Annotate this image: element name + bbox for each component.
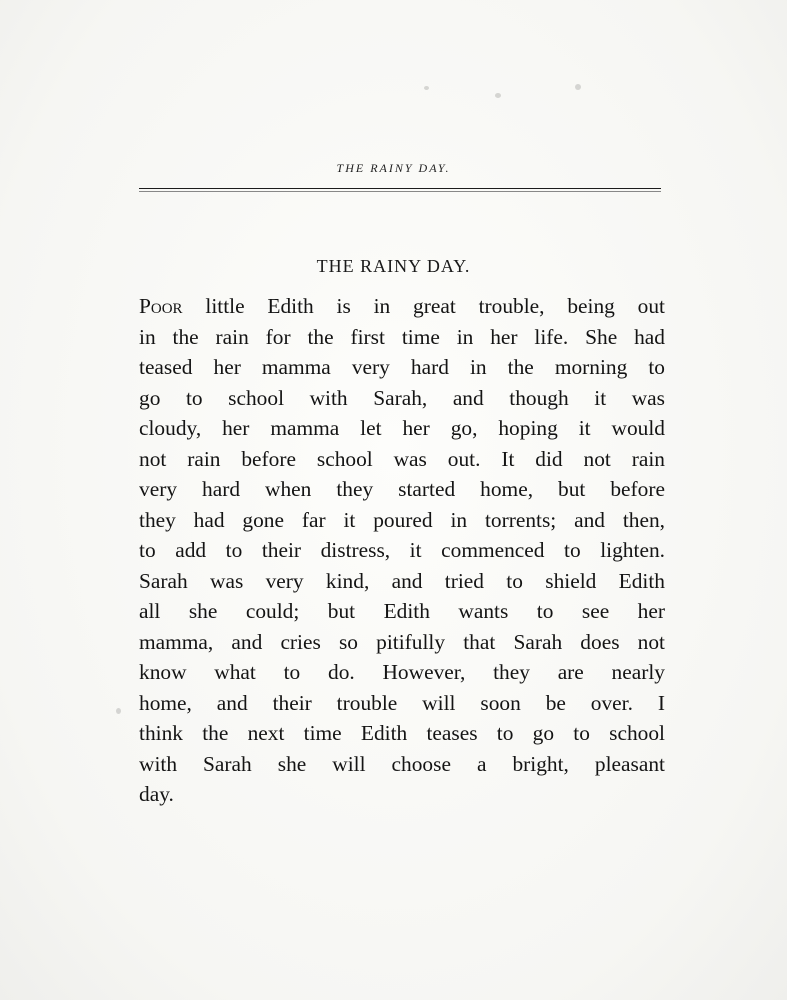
- body-line: to add to their distress, it commenced to lighten.: [139, 538, 665, 562]
- body-line: all she could; but Edith wants to see her: [139, 599, 665, 623]
- paper-speck: [424, 86, 429, 90]
- body-line: think the next time Edith teases to go to school: [139, 721, 665, 745]
- body-line: not rain before school was out. It did not rain: [139, 446, 665, 471]
- story-title: THE RAINY DAY.: [316, 256, 471, 276]
- header-rule: [139, 188, 661, 189]
- body-line: know what to do. However, they are nearly: [139, 660, 665, 684]
- body-line: [139, 291, 665, 322]
- paper-speck: [116, 708, 121, 714]
- paper-speck: [575, 84, 581, 90]
- body-line-text: little Edith is in great trouble, being out: [182, 294, 665, 318]
- body-line: cloudy, her mamma let her go, hoping it would: [139, 416, 665, 440]
- body-line: go to school with Sarah, and though it was: [139, 385, 665, 410]
- body-line: Sarah was very kind, and tried to shield Edith: [139, 568, 665, 593]
- running-head: THE RAINY DAY.: [336, 161, 451, 175]
- dropcap-word: Poor: [139, 294, 183, 318]
- paper-speck: [495, 93, 501, 98]
- story-body: [139, 291, 665, 810]
- body-line: they had gone far it poured in torrents; and then,: [139, 507, 665, 532]
- body-line: teased her mamma very hard in the morning to: [139, 355, 665, 379]
- body-line: home, and their trouble will soon be over. I: [139, 690, 665, 715]
- body-line: in the rain for the first time in her life. She had: [139, 324, 665, 349]
- body-line: mamma, and cries so pitifully that Sarah does not: [139, 629, 665, 654]
- body-line: with Sarah she will choose a bright, pleasant: [139, 751, 665, 776]
- body-line: very hard when they started home, but before: [139, 477, 665, 501]
- body-line: day.: [139, 782, 174, 806]
